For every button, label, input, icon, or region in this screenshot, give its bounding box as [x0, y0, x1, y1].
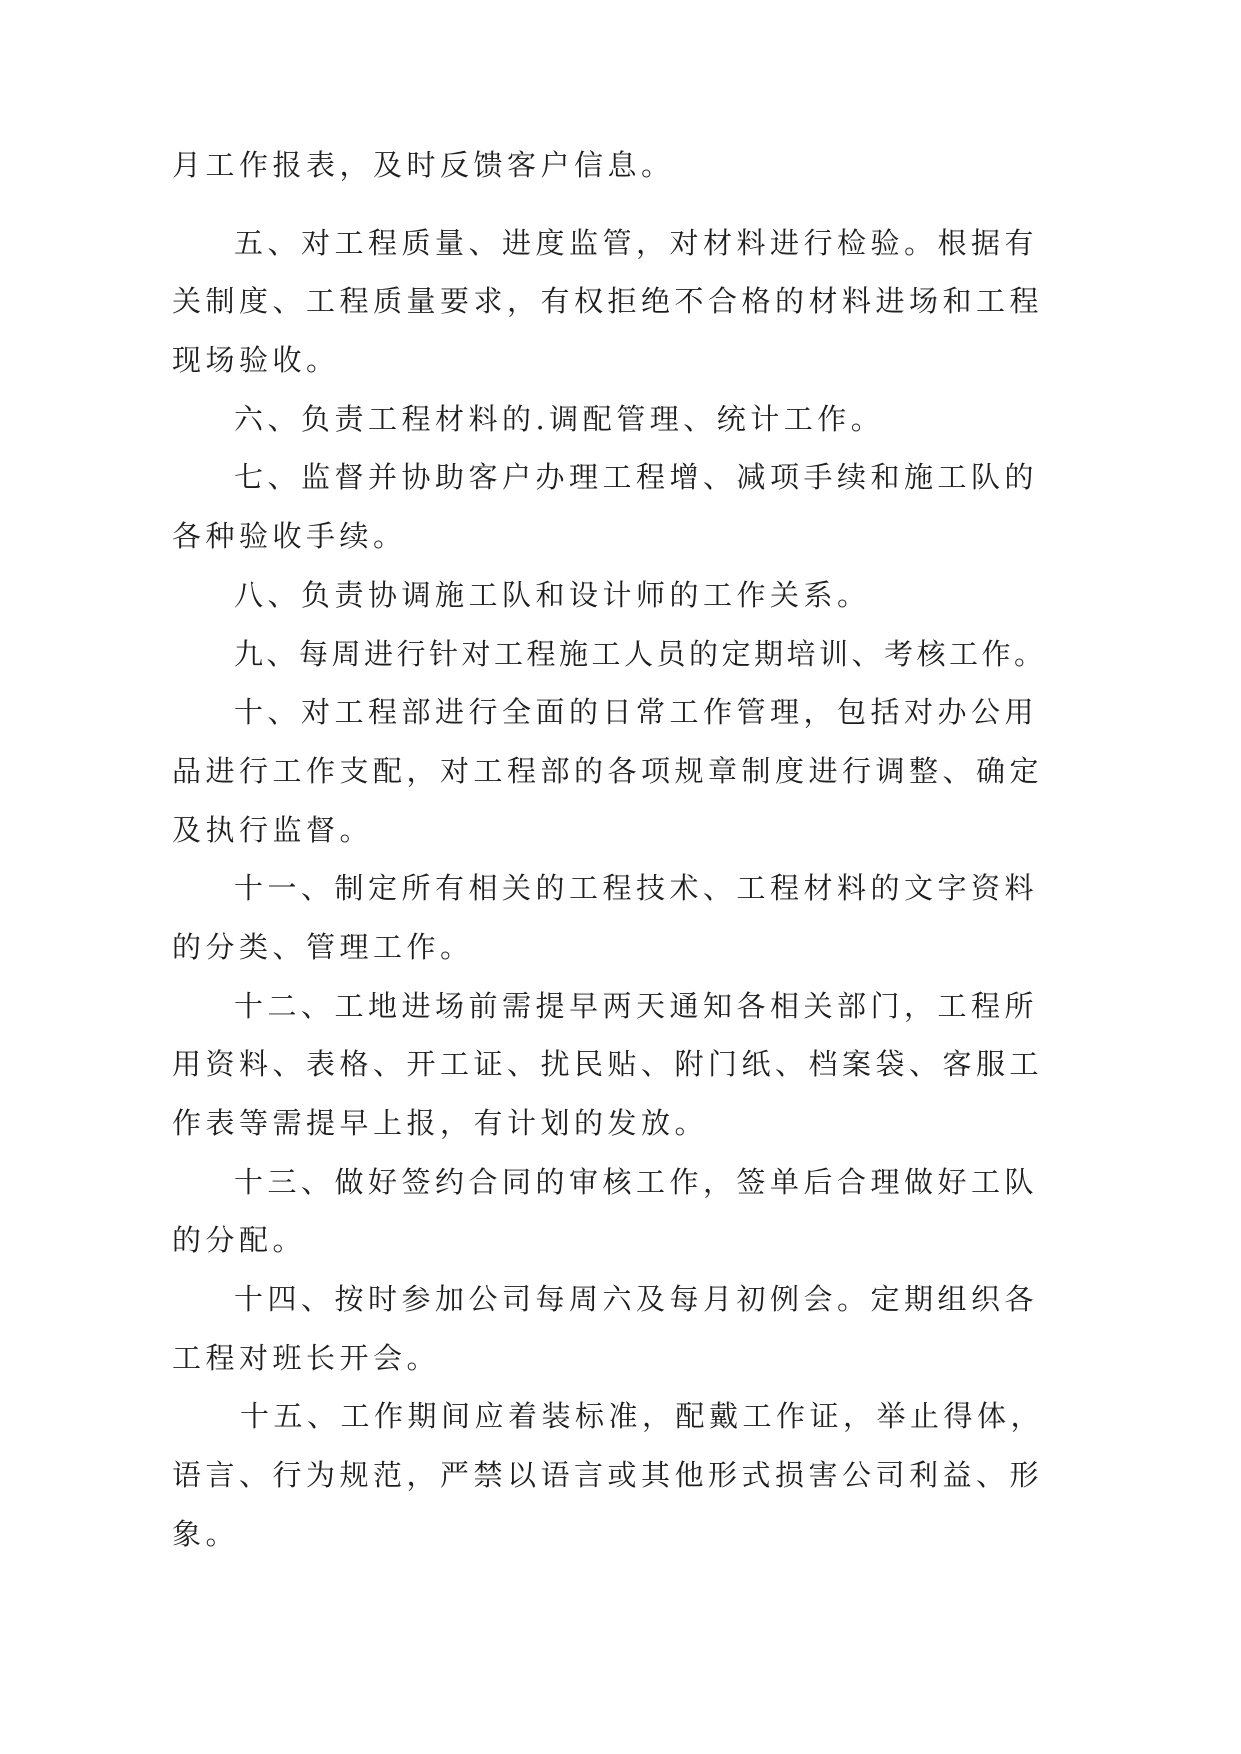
text-line: 九、每周进行针对工程施工人员的定期培训、考核工作。 — [234, 636, 1047, 671]
text-line: 十、对工程部进行全面的日常工作管理，包括对办公用 — [234, 695, 1039, 730]
paragraph-item-9 — [172, 625, 1072, 684]
text-line: 六、负责工程材料的.调配管理、统计工作。 — [234, 401, 885, 436]
paragraph-item-5 — [172, 214, 1072, 390]
text-line: 象。 — [172, 1516, 240, 1551]
text-line: 工程对班长开会。 — [172, 1340, 441, 1375]
paragraph-item-11 — [172, 859, 1072, 976]
text-line: 十一、制定所有相关的工程技术、工程材料的文字资料 — [234, 871, 1039, 906]
text-line: 月工作报表，及时反馈客户信息。 — [172, 148, 675, 182]
paragraph-continuation — [172, 136, 1072, 195]
text-line: 语言、行为规范，严禁以语言或其他形式损害公司利益、形 — [172, 1458, 1044, 1493]
text-line: 的分类、管理工作。 — [172, 929, 474, 964]
paragraph-item-13 — [172, 1153, 1072, 1270]
text-line: 关制度、工程质量要求，有权拒绝不合格的材料进场和工程 — [172, 284, 1044, 319]
text-line: 八、负责协调施工队和设计师的工作关系。 — [234, 577, 871, 612]
text-line: 十二、工地进场前需提早两天通知各相关部门，工程所 — [234, 988, 1039, 1023]
text-line: 十五、工作期间应着装标准，配戴工作证，举止得体， — [240, 1399, 1045, 1434]
paragraph-item-15 — [172, 1387, 1072, 1563]
text-line: 的分配。 — [172, 1223, 307, 1258]
paragraph-item-7 — [172, 448, 1072, 565]
paragraph-item-10 — [172, 683, 1072, 859]
paragraph-item-12 — [172, 977, 1072, 1153]
paragraph-item-14 — [172, 1270, 1072, 1387]
text-line: 五、对工程质量、进度监管，对材料进行检验。根据有 — [234, 225, 1039, 260]
text-line: 十三、做好签约合同的审核工作，签单后合理做好工队 — [234, 1164, 1039, 1199]
text-line: 作表等需提早上报，有计划的发放。 — [172, 1106, 709, 1140]
text-line: 七、监督并协助客户办理工程增、减项手续和施工队的 — [234, 460, 1039, 495]
document-body — [172, 136, 1072, 1564]
text-line: 品进行工作支配，对工程部的各项规章制度进行调整、确定 — [172, 753, 1044, 788]
paragraph-item-6 — [172, 390, 1072, 449]
text-line: 十四、按时参加公司每周六及每月初例会。定期组织各 — [234, 1282, 1039, 1317]
paragraph-item-8 — [172, 566, 1072, 625]
text-line: 各种验收手续。 — [172, 519, 407, 554]
text-line: 及执行监督。 — [172, 812, 374, 847]
text-line: 现场验收。 — [172, 343, 340, 378]
text-line: 用资料、表格、开工证、扰民贴、附门纸、档案袋、客服工 — [172, 1047, 1044, 1082]
